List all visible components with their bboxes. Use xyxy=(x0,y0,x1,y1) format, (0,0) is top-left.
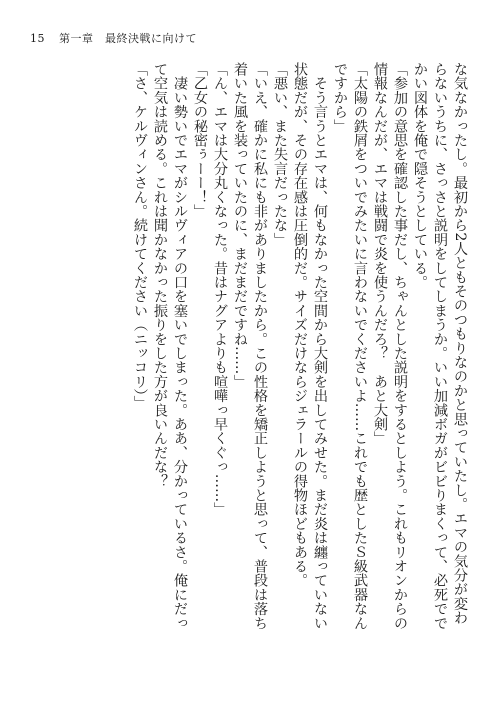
text-line: 「ん、エマは大分丸くなった。昔はナグアよりも喧嘩っ早くぐっ……」 xyxy=(212,62,228,517)
text-line: 「太陽の鉄屑をついでみたいに言わないでくださいよ……これでも歴としたＳ級武器なん xyxy=(352,62,368,630)
text-line: そう言うとエマは、何もなかった空間から大剣を出してみせた。まだ炎は纏っていない xyxy=(312,62,328,630)
text-line: 「さ、ケルヴィンさん。続けてください（ニッコリ）」 xyxy=(132,62,148,410)
text-line: 「いえ、確かに私にも非がありましたから。この性格を矯正しようと思って、普段は落ち xyxy=(252,62,268,630)
vertical-text-block xyxy=(40,62,470,677)
text-line: かい図体を俺で隠そうとしている。 xyxy=(412,62,428,290)
text-line: らないうちに、さっさと説明をしてしまうか。いい加減ボガがビビりまくって、必死でで xyxy=(432,62,448,630)
text-line: な気なかったし。最初から2人ともそのつもりなのかと思っていたし。エマの気分が変わ xyxy=(452,62,468,625)
text-line: 「参加の意思を確認した事だし、ちゃんとした説明をするとしよう。これもリオンからの xyxy=(392,62,408,630)
text-line: て空気は読める。これは聞かなかった振りをした方が良いんだな？ xyxy=(152,62,168,488)
text-line: ですから」 xyxy=(332,62,348,133)
running-header xyxy=(30,30,197,46)
text-line: 着いた風を装っていたのに、まだまだですね……」 xyxy=(232,62,248,389)
page-number: 15 xyxy=(30,32,45,45)
text-line: 情報なんだが、エマは戦闘で炎を使うんだろ？ あと大剣」 xyxy=(372,62,388,446)
text-line: 状態だが、その存在感は圧倒的だ。サイズだけならジェラールの得物ほどもある。 xyxy=(292,62,308,588)
text-line: 「悪い、また失言だったな」 xyxy=(272,62,288,247)
text-line: 凄い勢いでエマがシルヴィアの口を塞いでしまった。ああ、分かっているさ。俺にだっ xyxy=(172,62,188,630)
text-line: 「乙女の秘密ぅーー！」 xyxy=(192,62,208,219)
chapter-title: 第一章 最終決戦に向けて xyxy=(59,32,197,45)
